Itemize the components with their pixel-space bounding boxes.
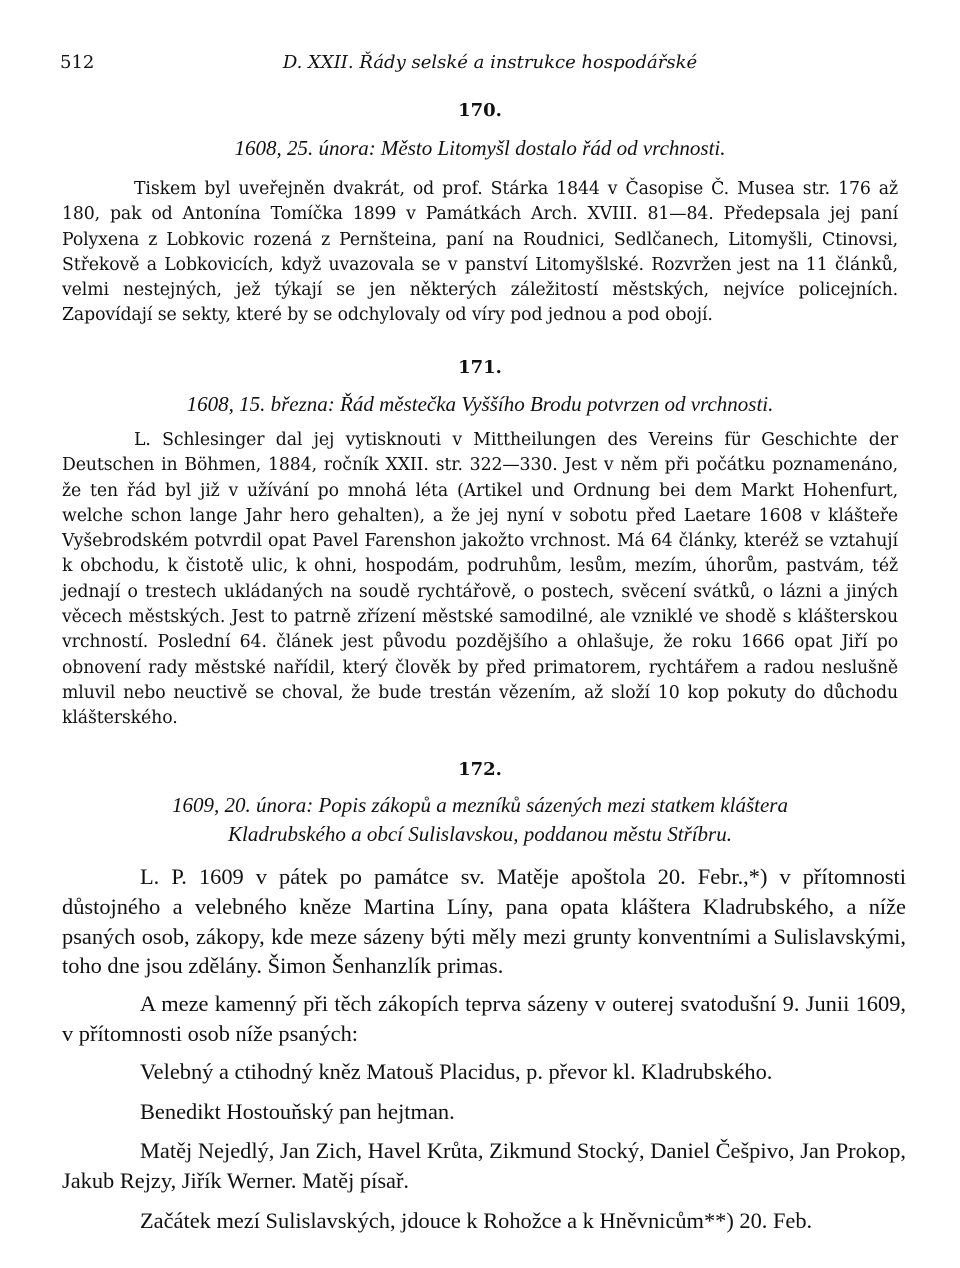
section-171-date-line: 1608, 15. března: Řád městečka Vyššího Brodu potvrzen od vrchnosti. [186,392,774,416]
section-172-list-item-3: Matěj Nejedlý, Jan Zich, Havel Krůta, Zikmund Stocký, Daniel Češpivo, Jan Prokop, Jakub Rejzy, Jiřík Werner. Matěj písař. [62,1138,906,1194]
running-title: D. XXII. Řády selské a instrukce hospodářské [282,52,698,73]
section-170-date-line: 1608, 25. února: Město Litomyšl dostalo řád od vrchnosti. [234,136,726,160]
section-172-body [62,862,906,1238]
section-number-172: 172. [458,759,502,780]
section-170-body [62,177,898,329]
section-172-date-line-2: Kladrubského a obcí Sulislavskou, poddanou městu Stříbru. [228,822,732,846]
section-172-paragraph-1: L. P. 1609 v pátek po památce sv. Matěje apoštola 20. Febr.,*) v přítomnosti důstojného a velebného kněze Martina Líny, pana opata kláštera Kladrubského, a níže psaných osob, zákopy, kde meze sázeny býti měly mezi grunty konventními a Sulislavskými, toho dne jsou zdělány. Šimon Šenhanzlík primas. [62,864,906,979]
running-header [60,52,920,78]
section-172-date-line-1: 1609, 20. února: Popis zákopů a mezníků sázených mezi statkem kláštera [172,793,788,817]
section-172-list-item-4: Začátek mezí Sulislavských, jdouce k Rohožce a k Hněvnicům**) 20. Feb. [140,1207,813,1233]
section-number-170: 170. [458,100,502,121]
page-number: 512 [60,52,95,73]
section-172-list-item-1: Velebný a ctihodný kněz Matouš Placidus, p. převor kl. Kladrubského. [140,1058,773,1084]
section-171-body [62,428,898,732]
section-171-paragraph: L. Schlesinger dal jej vytisknouti v Mittheilungen des Vereins für Geschichte der Deutschen in Böhmen, 1884, ročník XXII. str. 322—330. Jest v něm při počátku poznamenáno, že ten řád byl již v užívání po mnohá léta (Artikel und Ordnung bei dem Markt Hohenfurt, welche schon lange Jahr hero gehalten), a že jej nyní v sobotu před Laetare 1608 v klášteře Vyšebrodském potvrdil opat Pavel Farenshon jakožto vrchnost. Má 64 články, kteréž se vztahují k obchodu, k čistotě ulic, k ohni, hospodám, podruhům, lesům, mezím, úhorům, pastvám, též jednají o trestech ukládaných na soudě rychtářově, o postech, svěcení svátků, o lázni a jiných věcech městských. Jest to patrně zřízení městské samodilné, ale vzniklé ve shodě s klášterskou vrchností. Poslední 64. článek jest původu pozdějšího a ohlašuje, že roku 1666 opat Jiří po obnovení rady městské nařídil, který člověk by před primatorem, rychtářem a radou neslušně mluvil nebo neuctivě se choval, že bude trestán vězením, až složí 10 kop pokuty do důchodu klášterského. [62,430,898,729]
section-172-paragraph-2: A meze kamenný při těch zákopích teprva sázeny v outerej svatodušní 9. Junii 1609, v přítomnosti osob níže psaných: [62,991,906,1046]
section-170-paragraph: Tiskem byl uveřejněn dvakrát, od prof. Stárka 1844 v Časopise Č. Musea str. 176 až 180, pak od Antonína Tomíčka 1899 v Památkách Arch. XVIII. 81—84. Předepsala jej paní Polyxena z Lobkovic rozená z Pernšteina, paní na Roudnici, Sedlčanech, Litomyšli, Ctinovsi, Střekově a Lobkovicích, když uvazovala se v panství Litomyšlské. Rozvržen jest na 11 článků, velmi nestejných, jež týkají se jen některých záležitostí městských, nejvíce policejních. Zapovídají se sekty, které by se odchylovaly od víry pod jednou a pod obojí. [62,179,898,326]
section-172-list-item-2: Benedikt Hostouňský pan hejtman. [140,1098,455,1124]
section-number-171: 171. [458,357,502,378]
